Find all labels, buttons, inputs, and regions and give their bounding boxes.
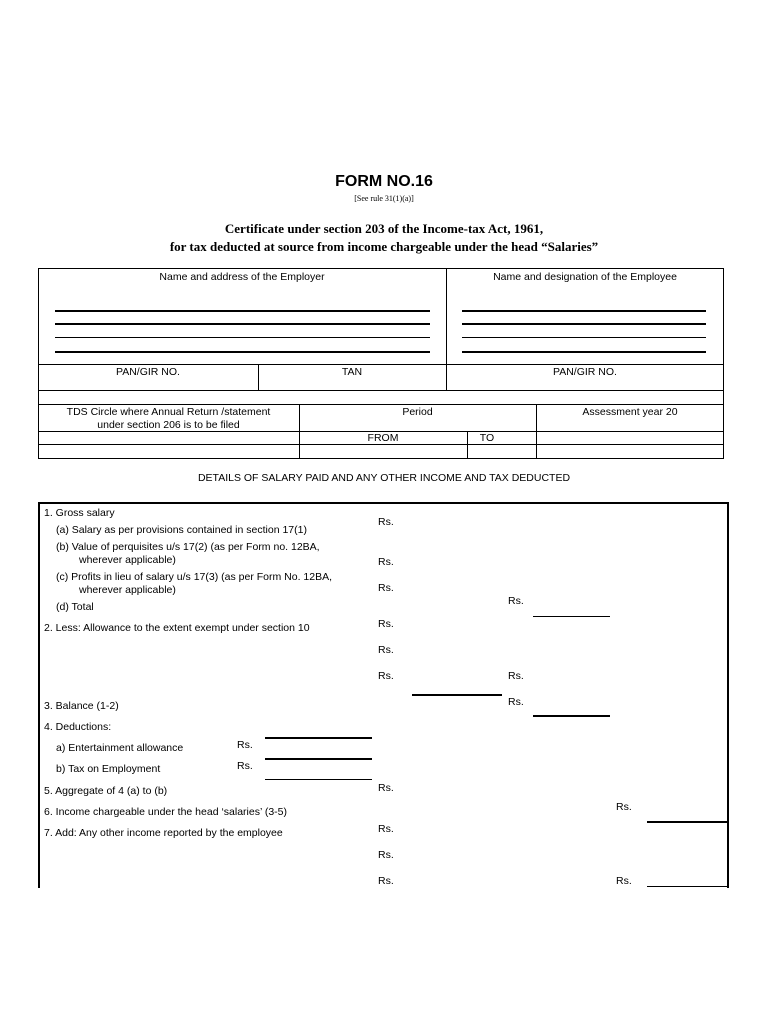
- rs-label: Rs.: [508, 696, 524, 708]
- item-7-other-income: 7. Add: Any other income reported by the employee: [44, 827, 283, 839]
- amount-line-6[interactable]: [647, 821, 727, 823]
- amount-line-4b-lower[interactable]: [265, 779, 372, 780]
- rs-label: Rs.: [378, 618, 394, 630]
- period-label: Period: [402, 406, 433, 418]
- amount-line-3-balance[interactable]: [533, 715, 610, 717]
- item-1-gross-salary: 1. Gross salary: [44, 507, 115, 519]
- period-from-label: FROM: [367, 432, 399, 444]
- header-row-divider-2: [38, 390, 724, 391]
- rs-label: Rs.: [378, 582, 394, 594]
- header-row-divider-5: [38, 444, 724, 445]
- item-4b-tax-employment: b) Tax on Employment: [56, 763, 161, 775]
- tan-label: TAN: [341, 366, 363, 378]
- employer-pan-gir-label: PAN/GIR NO.: [116, 366, 180, 378]
- certificate-heading-line1: Certificate under section 203 of the Income-tax Act, 1961,: [224, 221, 544, 236]
- amount-line-2-subtotal[interactable]: [412, 694, 502, 696]
- details-box-left: [38, 502, 40, 888]
- period-to-label: TO: [479, 432, 495, 444]
- rs-label: Rs.: [237, 760, 253, 772]
- amount-line-4a[interactable]: [265, 737, 372, 739]
- item-5-aggregate: 5. Aggregate of 4 (a) to (b): [44, 785, 168, 797]
- form-rule-reference: [See rule 31(1)(a)]: [354, 194, 414, 203]
- rs-label: Rs.: [616, 801, 632, 813]
- item-1d-total: (d) Total: [56, 601, 94, 613]
- rs-label: Rs.: [378, 644, 394, 656]
- rs-label: Rs.: [237, 739, 253, 751]
- employer-fill-line[interactable]: [55, 323, 430, 325]
- rs-label: Rs.: [378, 516, 394, 528]
- employer-fill-line[interactable]: [55, 351, 430, 353]
- item-1b-perquisites-line2: wherever applicable): [79, 554, 176, 566]
- employer-fill-line[interactable]: [55, 337, 430, 338]
- item-1a-salary: (a) Salary as per provisions contained in section 17(1): [56, 524, 307, 536]
- rs-label: Rs.: [378, 875, 394, 887]
- assessment-year-label: Assessment year 20: [582, 406, 678, 418]
- details-heading: DETAILS OF SALARY PAID AND ANY OTHER INCOME AND TAX DEDUCTED: [197, 472, 571, 484]
- amount-line-7[interactable]: [647, 886, 727, 887]
- header-row-divider-1: [38, 364, 724, 365]
- rs-label: Rs.: [616, 875, 632, 887]
- employee-fill-line[interactable]: [462, 310, 706, 312]
- rs-label: Rs.: [378, 849, 394, 861]
- header-row-divider-3: [38, 404, 724, 405]
- employee-pan-gir-label: PAN/GIR NO.: [553, 366, 617, 378]
- amount-line-1d-total[interactable]: [533, 616, 610, 617]
- employee-label: Name and designation of the Employee: [493, 271, 677, 283]
- form-title: FORM NO.16: [335, 173, 433, 190]
- rs-label: Rs.: [378, 556, 394, 568]
- employee-fill-line[interactable]: [462, 323, 706, 325]
- employee-fill-line[interactable]: [462, 351, 706, 353]
- rs-label: Rs.: [508, 595, 524, 607]
- tds-circle-label-line1: TDS Circle where Annual Return /statement: [66, 406, 271, 418]
- item-1c-profits-line2: wherever applicable): [79, 584, 176, 596]
- item-4-deductions: 4. Deductions:: [44, 721, 112, 733]
- employer-label: Name and address of the Employer: [159, 271, 325, 283]
- details-box-right: [727, 502, 729, 888]
- item-4a-entertainment: a) Entertainment allowance: [56, 742, 184, 754]
- rs-label: Rs.: [378, 670, 394, 682]
- rs-label: Rs.: [378, 823, 394, 835]
- item-2-less-allowance: 2. Less: Allowance to the extent exempt under section 10: [44, 622, 310, 634]
- rs-label: Rs.: [508, 670, 524, 682]
- item-3-balance: 3. Balance (1-2): [44, 700, 119, 712]
- tds-circle-label-line2: under section 206 is to be filed: [97, 419, 240, 431]
- item-1b-perquisites-line1: (b) Value of perquisites u/s 17(2) (as per Form no. 12BA,: [56, 541, 320, 553]
- rs-label: Rs.: [378, 782, 394, 794]
- employee-fill-line[interactable]: [462, 337, 706, 338]
- amount-line-4b[interactable]: [265, 758, 372, 760]
- employer-fill-line[interactable]: [55, 310, 430, 312]
- item-1c-profits-line1: (c) Profits in lieu of salary u/s 17(3) (as per Form No. 12BA,: [56, 571, 333, 583]
- item-6-income-chargeable: 6. Income chargeable under the head ‘salaries’ (3-5): [44, 806, 288, 818]
- details-box-top: [38, 502, 729, 504]
- certificate-heading-line2: for tax deducted at source from income chargeable under the head “Salaries”: [169, 239, 599, 254]
